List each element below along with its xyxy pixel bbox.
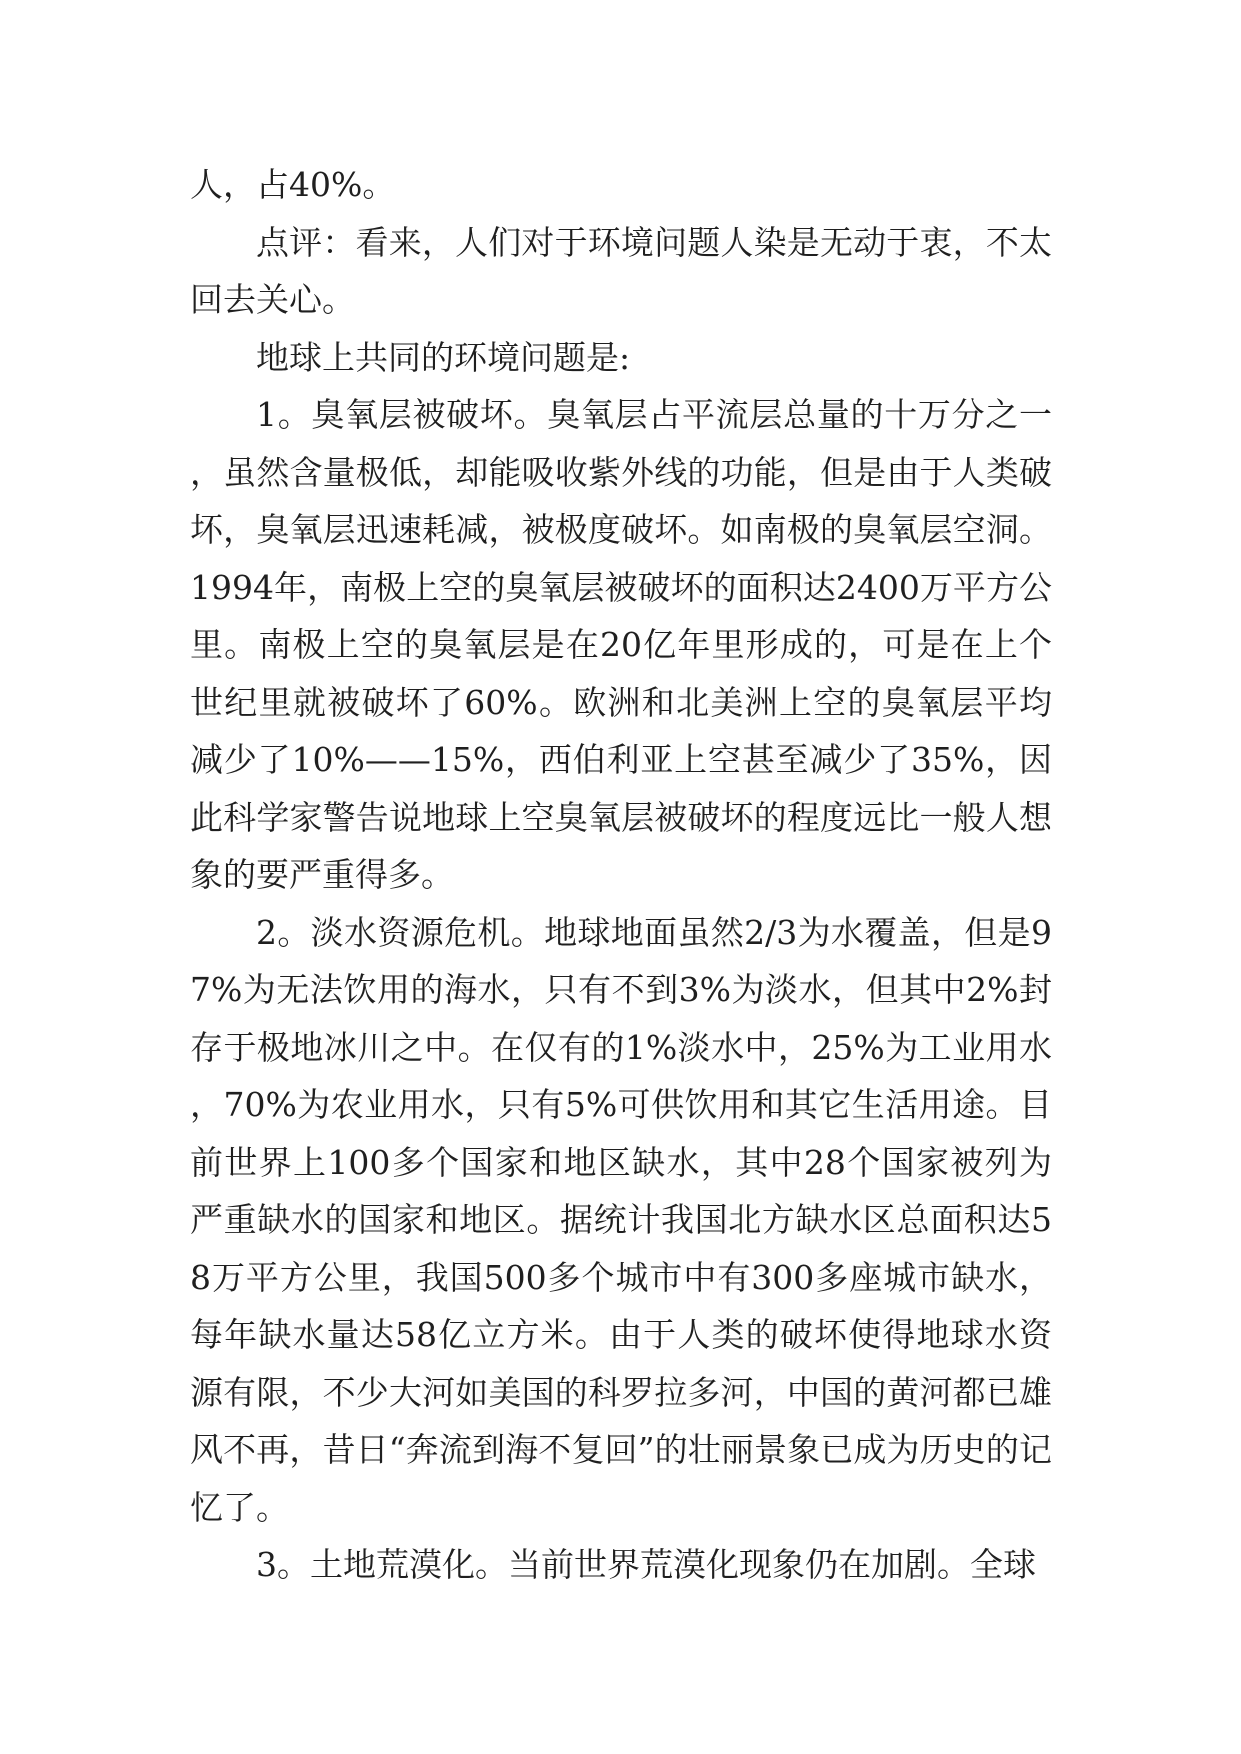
paragraph-continuation: 人，占40%。 <box>190 165 396 204</box>
paragraph-ozone-layer: 1。臭氧层被破坏。臭氧层占平流层总量的十万分之一，虽然含量极低，却能吸收紫外线的功能，但是由于人类破坏，臭氧层迅速耗减，被极度破坏。如南极的臭氧层空洞。1994年，南极上空的臭氧层被破坏的面积达2400万平方公里。南极上空的臭氧层是在20亿年里形成的，可是在上个世纪里就被破坏了60%。欧洲和北美洲上空的臭氧层平均减少了10%——15%，西伯利亚上空甚至减少了35%，因此科学家警告说地球上空臭氧层被破坏的程度远比一般人想象的要严重得多。 <box>190 395 1052 894</box>
paragraph-heading: 地球上共同的环境问题是: <box>256 337 631 377</box>
paragraph-comment: 点评：看来，人们对于环境问题人染是无动于衷，不太回去关心。 <box>190 222 1052 319</box>
paragraph-desertification: 3。土地荒漠化。当前世界荒漠化现象仍在加剧。全球 <box>256 1545 1036 1584</box>
document-body <box>190 156 1052 1594</box>
paragraph-freshwater-crisis: 2。淡水资源危机。地球地面虽然2/3为水覆盖，但是97%为无法饮用的海水，只有不到3%为淡水，但其中2%封存于极地冰川之中。在仅有的1%淡水中，25%为工业用水，70%为农业用水，只有5%可供饮用和其它生活用途。目前世界上100多个国家和地区缺水，其中28个国家被列为严重缺水的国家和地区。据统计我国北方缺水区总面积达58万平方公里，我国500多个城市中有300多座城市缺水，每年缺水量达58亿立方米。由于人类的破坏使得地球水资源有限，不少大河如美国的科罗拉多河，中国的黄河都已雄风不再，昔日“奔流到海不复回”的壮丽景象已成为历史的记忆了。 <box>190 912 1052 1527</box>
